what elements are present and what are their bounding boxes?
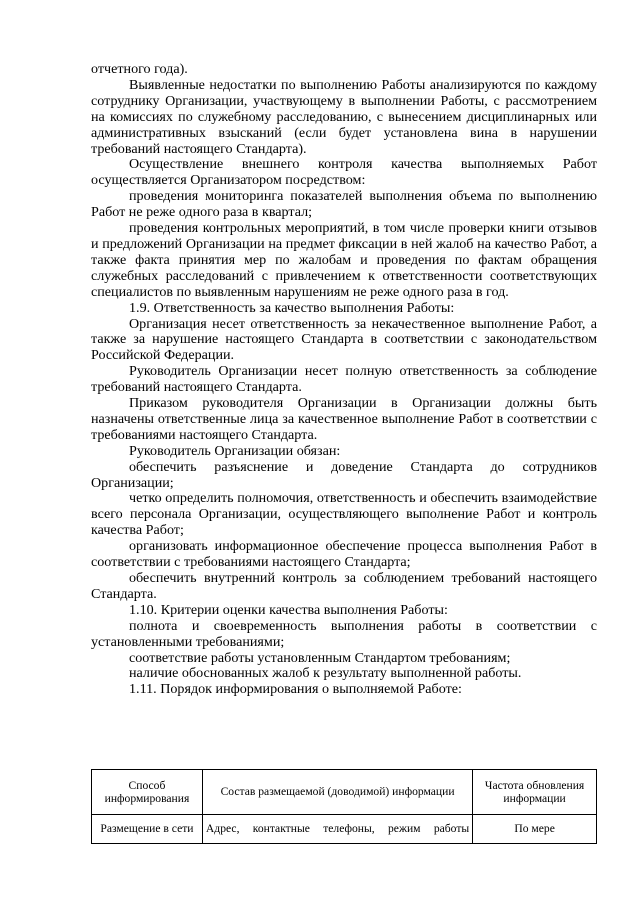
column-header-content: Состав размещаемой (доводимой) информации xyxy=(202,770,472,815)
table-cell: Размещение в сети xyxy=(92,815,203,844)
list-item: проведения мониторинга показателей выполнения объема по выполнению Работ не реже одного раза в квартал; xyxy=(91,188,597,221)
list-item: полнота и своевременность выполнения работы в соответствии с установленными требованиями; xyxy=(91,617,597,650)
table-row xyxy=(92,815,597,844)
list-item: наличие обоснованных жалоб к результату выполненной работы. xyxy=(129,665,522,682)
section-heading: 1.11. Порядок информирования о выполняемой Работе: xyxy=(129,681,462,698)
table-cell: По мере xyxy=(473,815,597,844)
section-heading: 1.10. Критерии оценки качества выполнения Работы: xyxy=(129,601,448,618)
paragraph: Выявленные недостатки по выполнению Работы анализируются по каждому сотруднику Организации, участвующему в выполнении Работы, с рассмотрением на комиссиях по служебному расследованию, с вынесением дисциплинарных или административных взысканий (если будет установлена вина в нарушении требований настоящего Стандарта). xyxy=(91,76,597,157)
document-body xyxy=(91,62,597,698)
column-header-method: Способ информирования xyxy=(92,770,203,815)
list-item: четко определить полномочия, ответственность и обеспечить взаимодействие всего персонала Организации, осуществляющего выполнение Работ и контроль качества Работ; xyxy=(91,490,597,539)
paragraph: Руководитель Организации несет полную ответственность за соблюдение требований настоящего Стандарта. xyxy=(91,363,597,396)
list-item: обеспечить разъяснение и доведение Стандарта до сотрудников Организации; xyxy=(91,458,597,491)
list-item: соответствие работы установленным Стандартом требованиям; xyxy=(129,649,511,666)
section-heading: 1.9. Ответственность за качество выполнения Работы: xyxy=(129,299,455,316)
paragraph: отчетного года). xyxy=(91,61,188,77)
paragraph: Организация несет ответственность за некачественное выполнение Работ, а также за нарушение настоящего Стандарта в соответствии с законодательством Российской Федерации. xyxy=(91,315,597,364)
table-cell: Адрес, контактные телефоны, режим работы xyxy=(202,815,472,844)
list-item: организовать информационное обеспечение процесса выполнения Работ в соответствии с требованиями настоящего Стандарта; xyxy=(91,538,597,571)
paragraph: Руководитель Организации обязан: xyxy=(129,442,341,459)
list-item: обеспечить внутренний контроль за соблюдением требований настоящего Стандарта. xyxy=(91,570,597,602)
paragraph: Приказом руководителя Организации в Организации должны быть назначены ответственные лица за качественное выполнение Работ в соответствии с требованиями настоящего Стандарта. xyxy=(91,395,597,443)
table-header-row xyxy=(92,770,597,815)
column-header-frequency: Частота обновления информации xyxy=(473,770,597,815)
information-table xyxy=(91,769,597,844)
paragraph: Осуществление внешнего контроля качества выполняемых Работ осуществляется Организатором посредством: xyxy=(91,156,597,189)
list-item: проведения контрольных мероприятий, в том числе проверки книги отзывов и предложений Организации на предмет фиксации в ней жалоб на качество Работ, а также факта принятия мер по жалобам и проведения по фактам обращения служебных расследований с привлечением к ответственности соответствующих специалистов по выявленным нарушениям не реже одного раза в год. xyxy=(91,220,597,300)
